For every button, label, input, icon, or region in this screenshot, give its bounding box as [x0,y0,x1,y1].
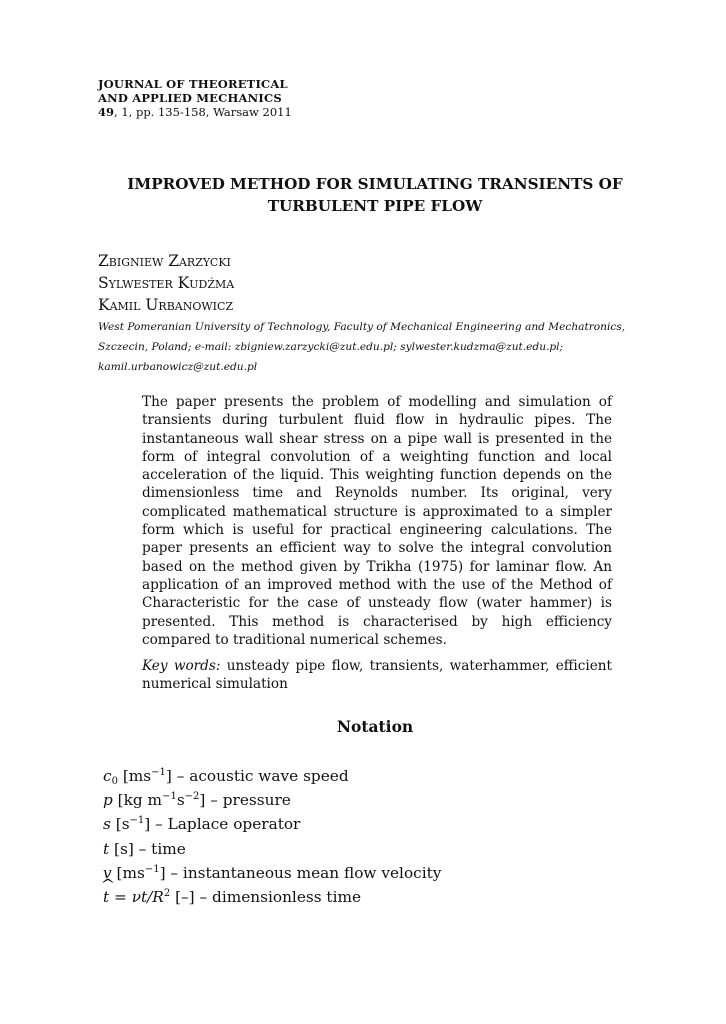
notation-heading: Notation [336,717,414,736]
notation-row-t [103,837,441,861]
notation-description: ] – pressure [199,791,291,810]
keywords-label: Key words: [142,658,221,675]
paper-title-line1: IMPROVED METHOD FOR SIMULATING TRANSIENTS OF [127,175,623,193]
notation-description: ] – instantaneous mean flow velocity [159,863,442,882]
notation-unit: s [176,791,185,810]
notation-row-c0 [103,764,441,788]
affiliation [98,317,658,377]
notation-description: [–] – dimensionless time [170,888,362,907]
notation-unit: [ms [111,863,145,882]
journal-issue-pages: , 1, pp. 135-158, Warsaw 2011 [114,105,292,119]
keywords-list: unsteady pipe flow, transients, waterhammer, efficient numerical simulation [142,658,612,693]
notation-expression: νt/R [131,888,164,907]
notation-list [103,764,441,909]
notation-symbol: s [103,815,111,834]
notation-unit: [ms [117,767,152,785]
notation-description: ] – acoustic wave speed [165,767,349,785]
notation-row-v [103,861,441,885]
notation-description: [s] – time [109,839,186,858]
affiliation-line3: kamil.urbanowicz@zut.edu.pl [98,361,258,373]
notation-row-s [103,812,441,836]
notation-exponent: −1 [162,791,177,803]
keywords [142,657,612,694]
notation-symbol: v [103,863,112,882]
notation-symbol: t [103,839,110,858]
notation-symbol-hat: ^ t [103,885,109,909]
journal-name-line1: JOURNAL OF THEORETICAL [98,77,288,91]
journal-issue [98,105,292,119]
notation-row-p [103,788,441,812]
affiliation-line2: Szczecin, Poland; e-mail: zbigniew.zarzycki@zut.edu.pl; sylwester.kudzma@zut.edu.pl; [98,341,564,353]
notation-unit: [s [110,815,130,834]
notation-exponent: −2 [184,791,200,803]
notation-description: ] – Laplace operator [144,815,301,834]
notation-symbol: p [103,791,113,810]
notation-equals: = [109,888,132,907]
notation-exponent: −1 [151,767,166,778]
author-name: Kamil Urbanowicz [98,296,234,314]
notation-subscript: 0 [111,776,118,787]
notation-symbol: c [103,767,112,785]
notation-row-dimensionless-time [103,885,441,909]
author-name: Zbigniew Zarzycki [98,252,231,270]
abstract [142,393,612,694]
author-name: Sylwester Kudźma [98,274,235,292]
notation-exponent: −1 [129,815,145,827]
notation-exponent: 2 [163,888,171,900]
paper-title-line2: TURBULENT PIPE FLOW [267,197,483,215]
author-list [98,250,234,316]
notation-unit: [kg m [112,791,163,810]
paper-title [60,173,690,217]
journal-name-line2: AND APPLIED MECHANICS [98,91,282,105]
affiliation-line1: West Pomeranian University of Technology, Faculty of Mechanical Engineering and Mechatronics, [98,321,626,333]
journal-header [98,77,292,119]
notation-exponent: −1 [144,863,160,875]
abstract-text: The paper presents the problem of modelling and simulation of transients during turbulent fluid flow in hydraulic pipes. The instantaneous wall shear stress on a pipe wall is presented in the form of integral convolution of a weighting function and local acceleration of the liquid. This weighting function depends on the dimensionless time and Reynolds number. Its original, very complicated mathematical structure is approximated to a simpler form which is useful for practical engineering calculations. The paper presents an efficient way to solve the integral convolution based on the method given by Trikha (1975) for laminar flow. An application of an improved method with the use of the Method of Characteristic for the case of unsteady flow (water hammer) is presented. This method is characterised by high efficiency compared to traditional numerical schemes. [142,394,612,648]
journal-volume: 49 [98,105,115,119]
